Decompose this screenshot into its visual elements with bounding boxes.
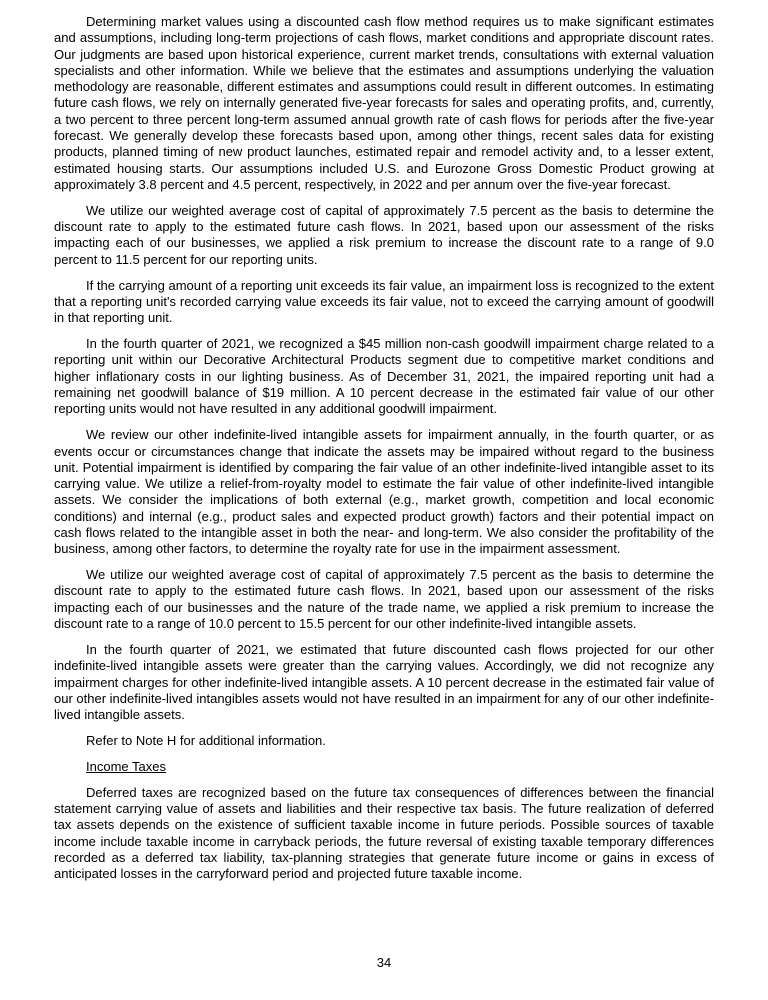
section-heading-text: Income Taxes <box>86 758 166 774</box>
paragraph-intangible-review: We review our other indefinite-lived intangible assets for impairment annually, in the fourth quarter, or as events occur or circumstances change that indicate the assets may be impaired without regard to the business unit. Potential impairment is identified by comparing the fair value of an other indefinite-lived intangible asset to its carrying value. We utilize a relief-from-royalty model to estimate the fair value of other indefinite-lived intangible assets. We consider the implications of both external (e.g., market growth, competition and local economic conditions) and internal (e.g., product sales and expected product growth) factors and their potential impact on cash flows related to the intangible asset in both the near- and long-term. We also consider the profitability of the business, among other factors, to determine the royalty rate for use in the impairment assessment. <box>54 427 714 557</box>
paragraph-market-values: Determining market values using a discounted cash flow method requires us to make significant estimates and assumptions, including long-term projections of cash flows, market conditions and appropriate discount rates. Our judgments are based upon historical experience, current market trends, consultations with external valuation specialists and other information. While we believe that the estimates and assumptions underlying the valuation methodology are reasonable, different estimates and assumptions could result in different outcomes. In estimating future cash flows, we rely on internally generated five-year forecasts for sales and operating profits, and, currently, a two percent to three percent long-term assumed annual growth rate of cash flows for periods after the five-year forecast. We generally develop these forecasts based upon, among other things, recent sales data for existing products, planned timing of new product launches, estimated repair and remodel activity and, to a lesser extent, estimated housing starts. Our assumptions included U.S. and Eurozone Gross Domestic Product growing at approximately 3.8 percent and 4.5 percent, respectively, in 2022 and per annum over the five-year forecast. <box>54 14 714 192</box>
paragraph-deferred-taxes: Deferred taxes are recognized based on the future tax consequences of differences between the financial statement carrying value of assets and liabilities and their respective tax basis. The future realization of deferred tax assets depends on the existence of sufficient taxable income in future periods. Possible sources of taxable income include taxable income in carryback periods, the future reversal of existing taxable temporary differences recorded as a deferred tax liability, tax-planning strategies that generate future income or gains in excess of anticipated losses in the carryforward period and projected future taxable income. <box>54 784 714 882</box>
section-heading-income-taxes <box>54 759 714 775</box>
document-body <box>54 14 714 892</box>
paragraph-intangible-discount-rate: We utilize our weighted average cost of capital of approximately 7.5 percent as the basis to determine the discount rate to apply to the estimated future cash flows. In 2021, based upon our assessment of the risks impacting each of our businesses and the nature of the trade name, we applied a risk premium to increase the discount rate to a range of 10.0 percent to 15.5 percent for our other indefinite-lived intangible assets. <box>54 567 714 632</box>
page-number: 34 <box>376 955 392 970</box>
paragraph-impairment-loss: If the carrying amount of a reporting unit exceeds its fair value, an impairment loss is recognized to the extent that a reporting unit's recorded carrying value exceeds its fair value, not to exceed the carrying amount of goodwill in that reporting unit. <box>54 277 714 326</box>
paragraph-goodwill-impairment: In the fourth quarter of 2021, we recognized a $45 million non-cash goodwill impairment charge related to a reporting unit within our Decorative Architectural Products segment due to competitive market conditions and higher inflationary costs in our lighting business. As of December 31, 2021, the impaired reporting unit had a remaining net goodwill balance of $19 million. A 10 percent decrease in the estimated fair value of our other reporting units would not have resulted in any additional goodwill impairment. <box>54 336 714 417</box>
paragraph-intangible-cash-flows: In the fourth quarter of 2021, we estimated that future discounted cash flows projected for our other indefinite-lived intangible assets were greater than the carrying values. Accordingly, we did not recognize any impairment charges for other indefinite-lived intangible assets. A 10 percent decrease in the estimated fair value of our other indefinite-lived intangibles assets would not have resulted in an impairment for any of our other indefinite-lived intangible assets. <box>54 641 714 723</box>
paragraph-discount-rate: We utilize our weighted average cost of capital of approximately 7.5 percent as the basis to determine the discount rate to apply to the estimated future cash flows. In 2021, based upon our assessment of the risks impacting each of our businesses, we applied a risk premium to increase the discount rate to a range of 9.0 percent to 11.5 percent for our reporting units. <box>54 202 714 267</box>
paragraph-note-reference: Refer to Note H for additional information. <box>86 733 326 749</box>
